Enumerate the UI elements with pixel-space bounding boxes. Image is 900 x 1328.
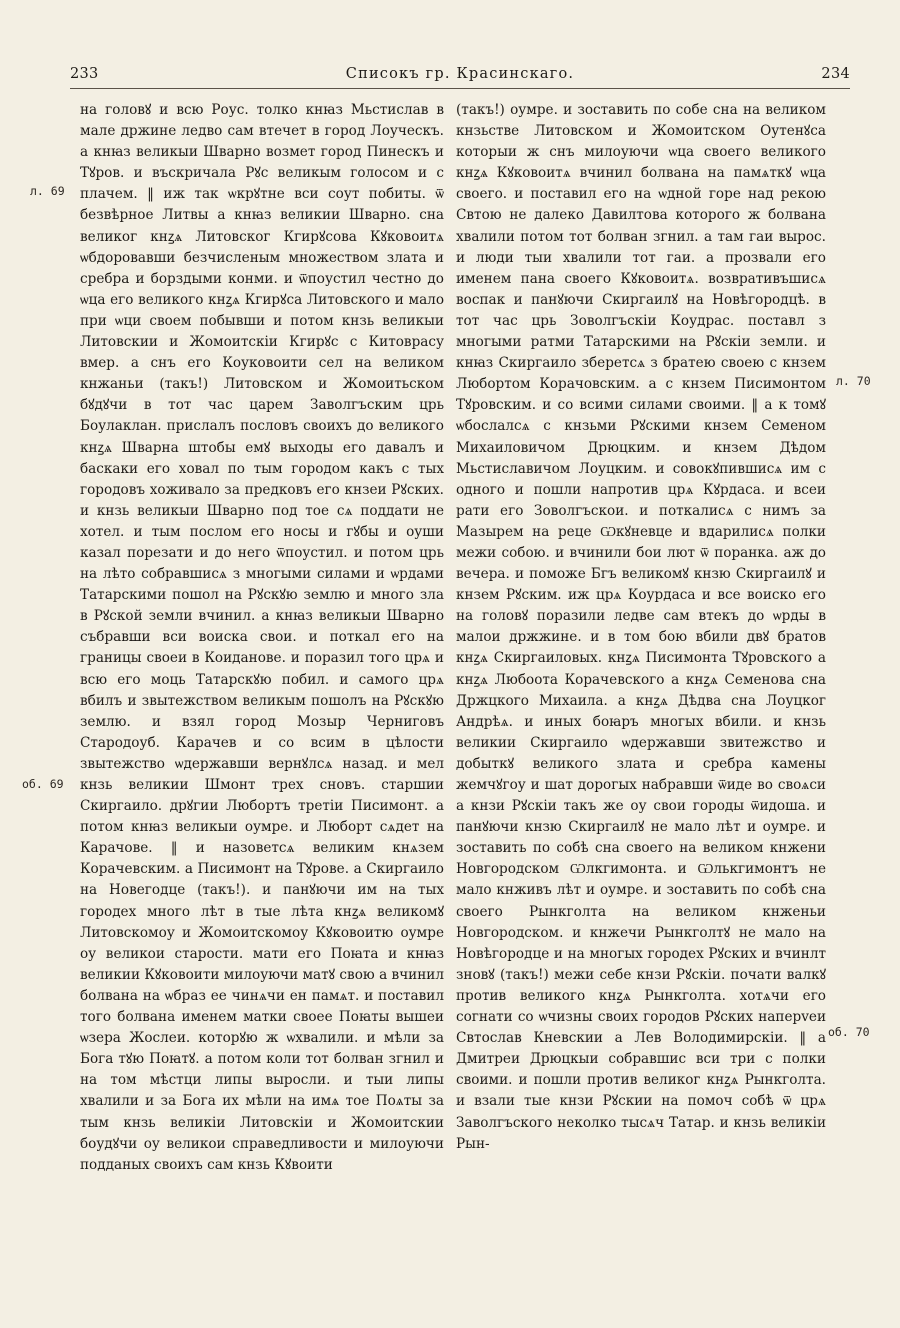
- margin-note-left-2: об. 69: [22, 777, 64, 791]
- page-header: [70, 62, 850, 86]
- right-text-column: [456, 100, 826, 1155]
- running-title: Списокъ гр. Красинскаго.: [345, 66, 575, 82]
- margin-note-right-2: об. 70: [828, 1025, 870, 1039]
- left-column-text: на головꙋ и всю Роус. толко кнꙗз Мьстислав в мале држине ледво сам втечет в город Лоуческъ. а кнꙗз великыи Шварно возмет город Пинескъ и Тꙋров. и въскричала Рꙋс великым голосом и с плачем. ‖ иж так ѡкрꙋтне вси соут побиты. ѿ безвѣрное Литвы а кнꙗз великии Шварно. сна великог кнꙁѧ Литовског Кгирꙋсова Кꙋковоитѧ ѡбдоровавши безчисленым множеством злата и сребра и борздыми конми. и ѿпоустил честно до ѡца его великого кнꙁѧ Кгирꙋса Литовского и мало при ѡци своем побывши и потом кнзь великыи Литовскии и Жомоитскіи Кгирꙋс с Китоврасу вмер. а снъ его Коуковоити сел на великом кнжаньи (такъ!) Литовском и Жомоитьском бꙋдꙋчи в тот час царем Заволгъским црь Боулаклан. прислалъ пословъ своихъ до великого кнꙁѧ Шварна штобы емꙋ выходы его давалъ и баскаки его ховал по тым городом какъ с тых городовъ хоживало за предковъ его кнзеи Рꙋских. и кнзь великыи Шварно под тое сѧ поддати не хотел. и тым послом его носы и гꙋбы и оуши казал порезати и до него ѿпоустил. и потом црь на лѣто собравшисѧ з многыми силами и ѡрдами Татарскими пошол на Рꙋскꙋю землю и много зла в Рꙋской земли вчинил. а кнꙗз великыи Шварно събравши вси воиска свои. и поткал его на границы своеи в Коиданове. и поразил того црѧ и всю его моць Татарскꙋю побил. и самого црѧ вбилъ и звытежством великым пошолъ на Рꙋскꙋю землю. и взял город Мозыр Черниговъ Стародоуб. Карачев и со всим в цѣлости звытежство ѡдержавши вернꙋлсѧ назад. и мел кнзь великии Шмонт трех сновъ. старшии Скиргаило. дрꙋгии Любортъ третіи Писимонт. а потом кнꙗз великыи оумре. и Люборт сѧдет на Карачове. ‖ и назоветсѧ великим кнѧзем Корачевским. а Писимонт на Тꙋрове. а Скиргаило на Новегодце (такъ!). и панꙋючи им на тых городех много лѣт в тые лѣта кнꙁѧ великомꙋ Литовскомоу и Жомоитскомоу Кꙋковоитю оумре оу великои старости. мати его Поꙗта и кнꙗз великии Кꙋковоити милоуючи матꙋ свою а вчинил болвана на ѡбраз ее чинѧчи ен памѧт. и поставил того болвана именем матки своее Поꙗты вышеи ѡзера Жослеи. которꙋю ж ѡхвалили. и мѣли за Бога тꙋю Поꙗтꙋ. а потом коли тот болван згнил и на том мѣстци липы выросли. и тыи липы хвалили и за Бога их мѣли на имѧ тое Поѧты за тым кнзь великіи Литовскіи и Жомоитскии боудꙋчи оу великои справедливости и милоуючи подданых своихъ сам кнзь Кꙋвоити: [80, 102, 444, 1173]
- header-rule: [70, 88, 850, 89]
- page-number-left: 233: [70, 66, 99, 82]
- right-column-text: (такъ!) оумре. и зоставить по собе сна на великом кнзьстве Литовском и Жомоитском Оутенꙋса которыи ж снъ милоуючи ѡца своего великого кнꙁѧ Кꙋковоитѧ вчинил болвана на памѧткꙋ ѡца своего. и поставил его на ѡдной горе над рекою Свтою не далеко Давилтова которого ж болвана хвалили потом тот болван згнил. а там гаи вырос. и люди тыи хвалили тот гаи. а прозвали его именем пана своего Кꙋковоитѧ. возвративъшисѧ воспак и панꙋючи Скиргаилꙋ на Новѣгородцѣ. в тот час црь Зоволгъскіи Коудрас. поставл з многыми ратми Татарскими на Рꙋскіи земли. и кнꙗз Скиргаило зберетсѧ з братею своею с кнзем Любортом Корачовским. а с кнзем Писимонтом Тꙋровским. и со всими силами своими. ‖ а к томꙋ ѡбослалсѧ с кнзьми Рꙋскими кнзем Семеном Михаиловичом Дрюцким. и кнзем Дѣдом Мьстиславичом Лоуцким. и совокꙋпившисѧ им с одного и пошли напротив црѧ Кꙋрдаса. и всеи рати его Зоволгъскои. и поткалисѧ с нимъ за Мазырем на реце Ѡкꙋневце и вдарилисѧ полки межи собою. и вчинили бои лют ѿ поранка. аж до вечера. и поможе Бгъ великомꙋ кнзю Скиргаилꙋ и кнзем Рꙋским. иж црѧ Коурдаса и все воиско его на головꙋ поразили ледве сам втекъ до ѡрды в малои држжине. и в том бою вбили двꙋ братов кнꙁѧ Скиргаиловых. кнꙁѧ Писимонта Тꙋровского а кнꙁѧ Любоота Корачевского а кнꙁѧ Семенова сна Држцкого Михаила. а кнꙁѧ Дѣдва сна Лоуцког Андрѣѧ. и иных боꙗръ многых вбили. и кнзь великии Скиргаило ѡдержавши звитежство и добыткꙋ великого злата и сребра камены жемчꙋгоу и шат дорогых набравши ѿиде во своѧси а кнзи Рꙋскіи такъ же оу свои городы ѿидоша. и панꙋючи кнзю Скиргаилꙋ не мало лѣт и оумре. и зоставить по собѣ сна своего на великом кнжени Новгородском Ѡлкгимонта. и Ѡлькгимонтъ не мало кнживъ лѣт и оумре. и зоставить по собѣ сна своего Рынкголта на великом кнженьи Новгородском. и кнжечи Рынкголтꙋ не мало на Новѣгородце и на многых городех Рꙋских и вчинлт зновꙋ (такъ!) межи себе кнзи Рꙋскіи. почати валкꙋ против великого кнꙁѧ Рынкголта. хотѧчи его согнати со ѡчизны своих городов Рꙋских наперveи Свтослав Кневскии а Лев Володимирскіи. ‖ а Дмитреи Дрюцкыи собравшис вси три с полки своими. и пошли против великог кнꙁѧ Рынкголта. и взали тые кнзи Рꙋскии на помоч собѣ ѿ црѧ Заволгъского неколко тысѧч Татар. и кнзь великіи Рын-: [456, 102, 826, 1152]
- left-text-column: [80, 100, 444, 1176]
- margin-note-left-1: л. 69: [30, 184, 65, 198]
- page-number-right: 234: [821, 66, 850, 82]
- margin-note-right-1: л. 70: [836, 374, 871, 388]
